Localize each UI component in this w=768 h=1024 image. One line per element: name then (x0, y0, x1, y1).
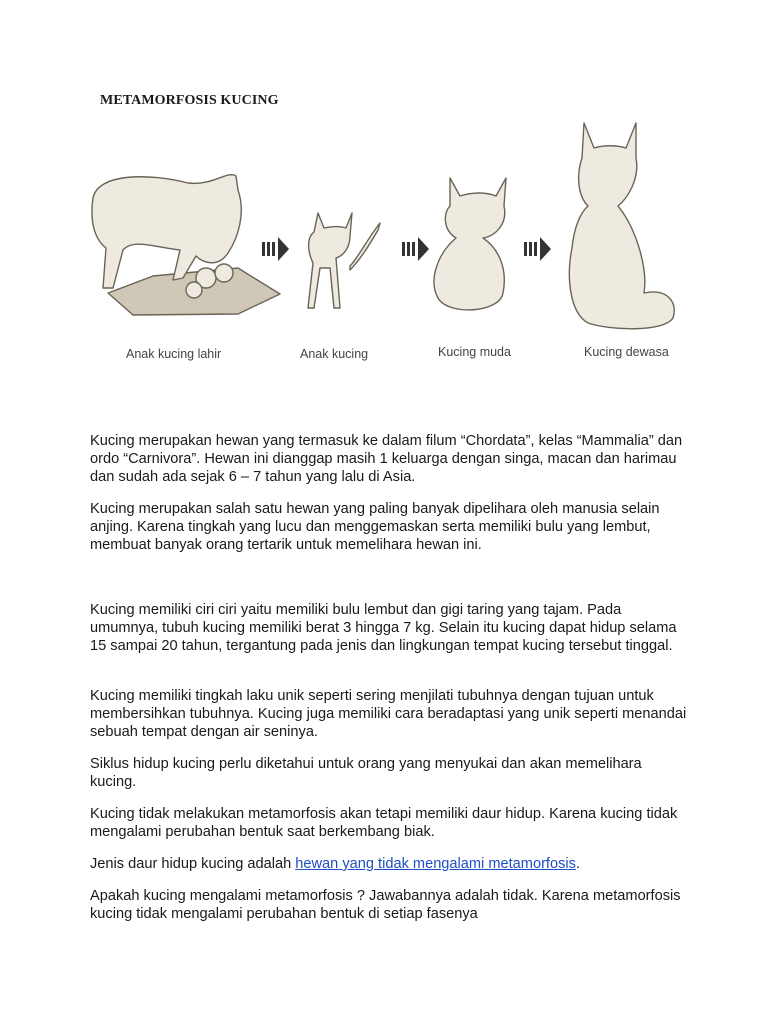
stage-caption: Kucing dewasa (584, 345, 669, 359)
kitten-stage-shape (308, 213, 380, 308)
link-paragraph-after: . (575, 856, 581, 872)
kitten-shape (215, 264, 233, 282)
paragraph (90, 687, 690, 741)
paragraph (90, 755, 690, 791)
paragraph-text: Kucing merupakan salah satu hewan yang paling banyak dipelihara oleh manusia selain anjing. Karena tingkah yang lucu dan menggemaskan serta memiliki bulu yang lembut, membuat banyak orang tertarik untuk memelihara hewan ini. (90, 501, 660, 553)
arrow-icon (524, 237, 551, 261)
arrow-icon (262, 237, 289, 261)
arrow-icon (402, 237, 429, 261)
paragraph (90, 432, 690, 486)
paragraph-text: Kucing memiliki ciri ciri yaitu memiliki bulu lembut dan gigi taring yang tajam. Pada umumnya, tubuh kucing memiliki berat 3 hingga 7 kg. Selain itu kucing dapat hidup selama 15 sampai 20 tahun, tergantung pada jenis dan lingkungan tempat kucing tersebut tinggal. (90, 602, 677, 654)
paragraph-text: Kucing merupakan hewan yang termasuk ke dalam filum “Chordata”, kelas “Mammalia” dan ordo “Carnivora”. Hewan ini dianggap masih 1 keluarga dengan singa, macan dan harimau dan sudah ada sejak 6 – 7 tahun yang lalu di Asia. (90, 433, 683, 485)
document-title: METAMORFOSIS KUCING (100, 93, 279, 108)
paragraph (90, 500, 690, 554)
paragraph-text: Apakah kucing mengalami metamorfosis ? Jawabannya adalah tidak. Karena metamorfosis kucing tidak mengalami perubahan bentuk di setiap fasenya (90, 888, 681, 922)
stage-caption: Kucing muda (438, 345, 511, 359)
cat-life-cycle-illustration (88, 118, 680, 380)
paragraph (90, 855, 690, 873)
cat-life-cycle-figure (88, 118, 680, 380)
stage-caption: Anak kucing lahir (126, 347, 222, 361)
paragraph (90, 805, 690, 841)
kitten-shape (186, 282, 202, 298)
paragraph (90, 887, 690, 923)
metamorfosis-link[interactable]: hewan yang tidak mengalami metamorfosis (295, 856, 576, 872)
young-cat-shape (434, 178, 506, 310)
link-paragraph-before: Jenis daur hidup kucing adalah (90, 856, 296, 872)
paragraph-with-link (90, 855, 690, 873)
adult-cat-shape (569, 123, 674, 329)
paragraph-text: Kucing tidak melakukan metamorfosis akan tetapi memiliki daur hidup. Karena kucing tidak mengalami perubahan bentuk saat berkembang biak. (90, 806, 678, 840)
paragraph-text: Kucing memiliki tingkah laku unik seperti sering menjilati tubuhnya dengan tujuan untuk membersihkan tubuhnya. Kucing juga memiliki cara beradaptasi yang unik seperti menandai sebuah tempat dengan air seninya. (90, 688, 687, 740)
stage-caption: Anak kucing (300, 347, 369, 361)
paragraph (90, 601, 690, 655)
paragraph-text: Siklus hidup kucing perlu diketahui untuk orang yang menyukai dan akan memelihara kucing. (90, 756, 642, 790)
